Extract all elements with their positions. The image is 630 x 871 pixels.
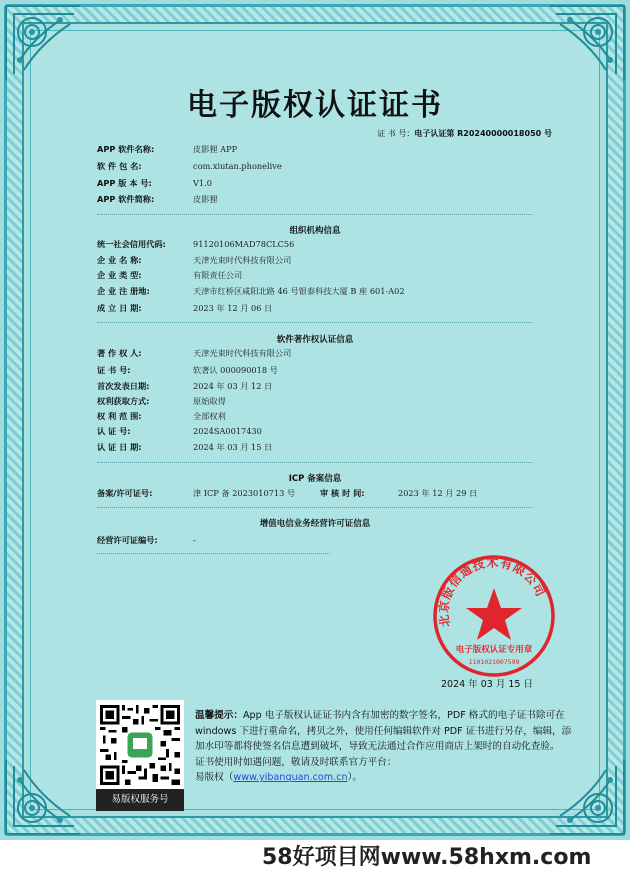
field-value: 津 ICP 备 2023010713 号 bbox=[193, 488, 296, 498]
field-copyright-cert-no bbox=[97, 365, 278, 376]
field-label: 备案/许可证号: bbox=[97, 488, 153, 498]
field-value: 皮影狸 APP bbox=[193, 144, 238, 154]
tip-body: App 电子版权认证证书内含有加密的数字签名，PDF 格式的电子证书除可在 windows 下进行重命名，拷贝之外，使用任何编辑软件对 PDF 证书进行另存，编辑，添加水印等都将使签名信息遭到破坏，导致无法通过合作应用商店上架时的自动化查验。 bbox=[195, 710, 572, 752]
field-credit-code bbox=[97, 239, 294, 250]
field-value: com.xiutan.phonelive bbox=[193, 161, 282, 171]
field-value: 天津市红桥区咸阳北路 46 号银泰科技大厦 B 座 601-A02 bbox=[193, 286, 405, 296]
section-divider bbox=[97, 462, 533, 463]
seal-code: 1101021007599 bbox=[468, 658, 520, 666]
section-title-org: 组织机构信息 bbox=[289, 226, 341, 236]
watermark-text: 58好项目网www.58hxm.com bbox=[262, 845, 592, 870]
field-value: 软著认 000090018 号 bbox=[193, 365, 278, 375]
warm-tip bbox=[195, 708, 575, 786]
tip-site-suffix: ）。 bbox=[347, 772, 362, 783]
field-label: 经营许可证编号: bbox=[97, 535, 158, 545]
corner-ornament-icon bbox=[0, 754, 86, 840]
field-label: 软 件 包 名: bbox=[97, 161, 142, 171]
field-label: 企 业 注 册地: bbox=[97, 286, 150, 296]
field-acquisition-method bbox=[97, 396, 226, 407]
field-value: 皮影狸 bbox=[193, 194, 218, 204]
section-divider bbox=[97, 553, 330, 554]
field-value: 2024 年 03 月 12 日 bbox=[193, 381, 273, 391]
field-first-publish-date bbox=[97, 381, 272, 392]
field-founded-date bbox=[97, 303, 272, 314]
field-copyright-owner bbox=[97, 348, 291, 359]
corner-ornament-icon bbox=[544, 0, 630, 86]
certificate-number-label: 证 书 号： bbox=[377, 129, 415, 138]
section-divider bbox=[97, 507, 533, 508]
field-label: 企 业 类 型: bbox=[97, 270, 142, 280]
field-value: 91120106MAD78CLC56 bbox=[193, 239, 295, 249]
field-rights-scope bbox=[97, 411, 226, 422]
field-value: 原始取得 bbox=[193, 396, 226, 406]
tip-contact: 证书使用时如遇问题，敬请及时联系官方平台： bbox=[195, 756, 397, 768]
field-company-name bbox=[97, 255, 291, 266]
field-package-name bbox=[97, 161, 282, 172]
section-title-telecom: 增值电信业务经营许可证信息 bbox=[259, 519, 371, 529]
field-telecom-license bbox=[97, 535, 196, 546]
section-title-copyright: 软件著作权认证信息 bbox=[276, 335, 354, 345]
field-app-name bbox=[97, 144, 237, 155]
field-value: 全部权利 bbox=[193, 411, 226, 421]
corner-ornament-icon bbox=[0, 0, 86, 86]
field-app-version bbox=[97, 178, 212, 189]
website-link[interactable]: www.yibanquan.com.cn bbox=[233, 772, 348, 783]
field-label: 审 核 时 间: bbox=[320, 488, 365, 498]
certificate-number bbox=[377, 128, 552, 139]
field-value: 天津光束时代科技有限公司 bbox=[193, 255, 292, 265]
section-divider bbox=[97, 214, 533, 215]
qr-code-icon[interactable] bbox=[100, 704, 180, 786]
field-certification-date bbox=[97, 442, 272, 453]
field-company-type bbox=[97, 270, 242, 281]
field-label: 成 立 日 期: bbox=[97, 303, 142, 313]
field-value: 天津光束时代科技有限公司 bbox=[193, 348, 292, 358]
field-label: 权利获取方式: bbox=[97, 396, 150, 406]
field-value: 有限责任公司 bbox=[193, 270, 243, 280]
tip-site-prefix: 易版权（ bbox=[195, 772, 234, 783]
field-label: 著 作 权 人: bbox=[97, 348, 142, 358]
field-value: - bbox=[193, 535, 196, 545]
field-registered-address bbox=[97, 286, 405, 297]
field-label: 首次发表日期: bbox=[97, 381, 150, 391]
field-value: V1.0 bbox=[193, 178, 212, 188]
field-label: 统一社会信用代码: bbox=[97, 239, 166, 249]
certificate-title: 电子版权认证证书 bbox=[187, 88, 443, 123]
field-label: 认 证 号: bbox=[97, 426, 131, 436]
field-certification-no bbox=[97, 426, 262, 437]
section-divider bbox=[97, 322, 533, 323]
field-label: APP 软件简称: bbox=[97, 194, 155, 204]
field-value: 2024SA0017430 bbox=[193, 426, 262, 436]
field-label: 认 证 日 期: bbox=[97, 442, 142, 452]
field-label: 企 业 名 称: bbox=[97, 255, 142, 265]
seal-subtitle: 电子版权认证专用章 bbox=[455, 645, 533, 655]
qr-code-label: 易版权服务号 bbox=[96, 789, 184, 811]
field-icp-number bbox=[97, 488, 295, 499]
official-seal-icon bbox=[432, 554, 556, 678]
qr-code-card[interactable] bbox=[96, 700, 184, 811]
seal-date: 2024 年 03 月 15 日 bbox=[441, 679, 533, 690]
tip-title: 温馨提示： bbox=[195, 710, 243, 721]
field-label: 证 书 号: bbox=[97, 365, 131, 375]
field-label: APP 版 本 号: bbox=[97, 178, 152, 188]
field-label: 权 利 范 围: bbox=[97, 411, 142, 421]
certificate-number-value: 电子认证第 R20240000018050 号 bbox=[414, 129, 552, 138]
field-app-short-name bbox=[97, 194, 218, 205]
field-value: 2023 年 12 月 06 日 bbox=[193, 303, 273, 313]
field-label: APP 软件名称: bbox=[97, 144, 155, 154]
field-value: 2023 年 12 月 29 日 bbox=[398, 488, 478, 498]
seal-company-text: 北京版信通技术有限公司 bbox=[436, 555, 548, 628]
field-value: 2024 年 03 月 15 日 bbox=[193, 442, 273, 452]
field-review-time bbox=[320, 488, 477, 499]
section-title-icp: ICP 备案信息 bbox=[288, 474, 342, 484]
